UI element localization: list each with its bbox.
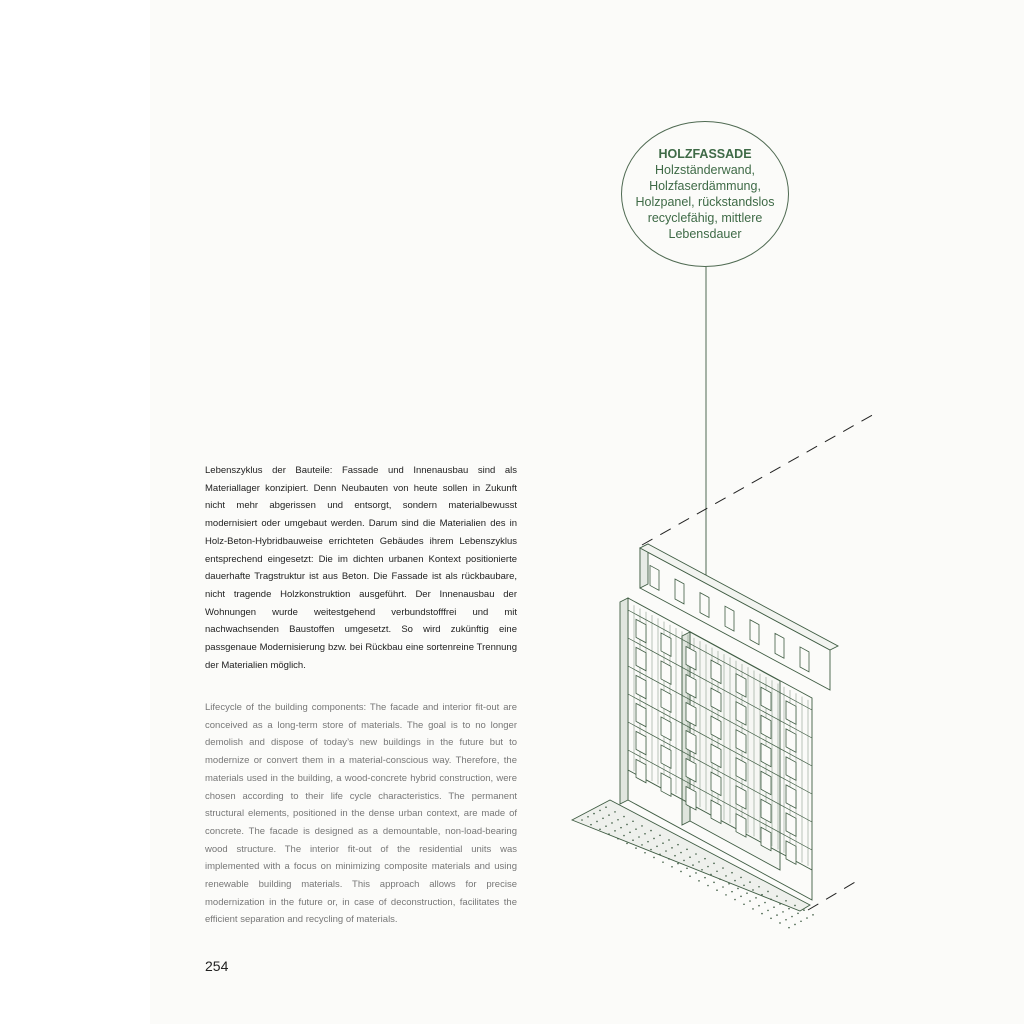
pavement-dot xyxy=(743,884,745,886)
pavement-dot xyxy=(683,860,685,862)
pavement-dot xyxy=(659,834,661,836)
pavement-dot xyxy=(638,836,640,838)
pavement-dot xyxy=(674,855,676,857)
pavement-dot xyxy=(752,889,754,891)
pavement-dot xyxy=(656,846,658,848)
pavement-dot xyxy=(662,861,664,863)
pavement-dot xyxy=(713,863,715,865)
pavement-dot xyxy=(698,861,700,863)
pavement-dot xyxy=(779,903,781,905)
pavement-dot xyxy=(686,849,688,851)
pavement-dot xyxy=(779,922,781,924)
pavement-dot xyxy=(686,867,688,869)
pavement-dot xyxy=(758,886,760,888)
german-paragraph: Lebenszyklus der Bauteile: Fassade und Innenausbau sind als Materiallager konzipiert. Denn Neubauten von heute sollen in Zukunft nicht mehr abgerissen und entsorgt, sondern materialbewusst modernisiert oder umgebaut werden. Darum sind die Materialien des in Holz-Beton-Hybridbauweise errichteten Gebäudes ihrem Lebenszyklus entsprechend eingesetzt: Die im dichten urbanen Kontext positionierte dauerhafte Tragstruktur ist aus Beton. Die Fassade ist als rückbaubare, nicht tragende Holzkonstruktion ausgeführt. Der Innenausbau der Wohnungen wurde weitestgehend verbundstofffrei und mit nachwachsenden Baustoffen umgesetzt. So wird zukünftig eine passgenaue Modernisierung bzw. bei Rückbau eine sortenreine Trennung der Materialien möglich. xyxy=(205,465,517,671)
pavement-dot xyxy=(716,889,718,891)
pavement-dot xyxy=(734,880,736,882)
pavement-dot xyxy=(632,839,634,841)
pavement-dot xyxy=(647,841,649,843)
pavement-dot xyxy=(599,810,601,812)
pavement-dot xyxy=(629,832,631,834)
pavement-dot xyxy=(614,811,616,813)
pavement-dot xyxy=(653,857,655,859)
pavement-dot xyxy=(719,878,721,880)
pavement-dot xyxy=(587,816,589,818)
pavement-dot xyxy=(722,886,724,888)
pavement-dot xyxy=(641,844,643,846)
pavement-dot xyxy=(608,833,610,835)
pavement-dot xyxy=(755,897,757,899)
pavement-dot xyxy=(734,899,736,901)
pavement-dot xyxy=(665,850,667,852)
attic-window xyxy=(750,620,759,645)
english-paragraph: Lifecycle of the building components: The facade and interior fit-out are conceived as a long-term store of materials. The goal is to no longer demolish and dispose of today’s new buildings in the future but to modernize or convert them in a material-conscious way. Therefore, the materials used in the building, a wood-concrete hybrid construction, were chosen according to their life cycle characteristics. The permanent structural elements, positioned in the dense urban context, are made of concrete. The facade is designed as a demountable, non-load-bearing wood structure. The interior fit-out of the residential units was implemented with a focus on minimizing composite materials and using renewable building materials. This approach allows for precise modernization in the future or, in case of deconstruction, facilitates the efficient separation and recycling of materials. xyxy=(205,702,517,926)
pavement-dot xyxy=(680,852,682,854)
pavement-dot xyxy=(590,824,592,826)
pavement-dot xyxy=(659,853,661,855)
pavement-dot xyxy=(626,824,628,826)
dashed-top-line xyxy=(642,413,876,545)
pavement-dot xyxy=(668,858,670,860)
pavement-dot xyxy=(617,819,619,821)
page-number: 254 xyxy=(205,958,229,974)
pavement-dot xyxy=(698,880,700,882)
pavement-dot xyxy=(602,817,604,819)
pavement-dot xyxy=(599,829,601,831)
attic-window xyxy=(700,593,709,618)
pavement-dot xyxy=(791,916,793,918)
pavement-dot xyxy=(731,891,733,893)
pavement-dot xyxy=(743,903,745,905)
pavement-dot xyxy=(788,908,790,910)
side-facade xyxy=(620,598,628,804)
pavement-dot xyxy=(767,891,769,893)
pavement-dot xyxy=(611,822,613,824)
pavement-dot xyxy=(701,869,703,871)
pavement-dot xyxy=(707,866,709,868)
pavement-dot xyxy=(764,902,766,904)
pavement-dot xyxy=(788,927,790,929)
pavement-dot xyxy=(653,838,655,840)
callout-holzfassade xyxy=(621,121,789,267)
pavement-dot xyxy=(794,905,796,907)
pavement-dot xyxy=(710,874,712,876)
pavement-dot xyxy=(635,847,637,849)
pavement-dot xyxy=(689,875,691,877)
callout-title: HOLZFASSADE xyxy=(658,147,752,161)
pavement-dot xyxy=(620,827,622,829)
pavement-dot xyxy=(707,885,709,887)
pavement-dot xyxy=(761,894,763,896)
pavement-dot xyxy=(749,881,751,883)
pavement-dot xyxy=(671,847,673,849)
pavement-dot xyxy=(650,830,652,832)
pavement-dot xyxy=(695,853,697,855)
pavement-dot xyxy=(770,917,772,919)
pavement-dot xyxy=(617,838,619,840)
pavement-dot xyxy=(797,913,799,915)
attic-window xyxy=(775,633,784,658)
pavement-dot xyxy=(773,906,775,908)
pavement-dot xyxy=(740,877,742,879)
pavement-dot xyxy=(644,852,646,854)
pavement-dot xyxy=(704,858,706,860)
pavement-dot xyxy=(635,828,637,830)
pavement-dot xyxy=(782,911,784,913)
pavement-dot xyxy=(644,833,646,835)
pavement-dot xyxy=(677,863,679,865)
pavement-dot xyxy=(623,835,625,837)
pavement-dot xyxy=(650,849,652,851)
pavement-dot xyxy=(776,914,778,916)
pavement-dot xyxy=(608,814,610,816)
pavement-dot xyxy=(581,819,583,821)
pavement-dot xyxy=(746,892,748,894)
callout-description: Holzständerwand, Holzfaserdämmung, Holzpanel, rückstandslos recyclefähig, mittlere Lebensdauer xyxy=(635,163,775,241)
pavement-dot xyxy=(752,908,754,910)
pavement-dot xyxy=(794,924,796,926)
pavement-dot xyxy=(758,905,760,907)
pavement-dot xyxy=(692,864,694,866)
pavement-dot xyxy=(704,877,706,879)
pavement-dot xyxy=(641,825,643,827)
pavement-dot xyxy=(767,910,769,912)
pavement-dot xyxy=(677,844,679,846)
pavement-dot xyxy=(605,825,607,827)
building xyxy=(572,544,838,928)
pavement-dot xyxy=(671,866,673,868)
pavement-dot xyxy=(632,820,634,822)
pavement-dot xyxy=(776,895,778,897)
pavement-dot xyxy=(662,842,664,844)
pavement-dot xyxy=(623,816,625,818)
pavement-dot xyxy=(689,856,691,858)
pavement-dot xyxy=(722,867,724,869)
dashed-bottom-line xyxy=(808,878,862,910)
pavement-dot xyxy=(596,821,598,823)
pavement-dot xyxy=(725,875,727,877)
pavement-dot xyxy=(713,882,715,884)
attic-window xyxy=(675,579,684,604)
pavement-dot xyxy=(668,839,670,841)
pavement-dot xyxy=(761,913,763,915)
attic-window xyxy=(800,647,809,672)
pavement-dot xyxy=(806,917,808,919)
pavement-dot xyxy=(716,870,718,872)
pavement-dot xyxy=(740,896,742,898)
pavement-dot xyxy=(785,919,787,921)
pavement-dot xyxy=(770,899,772,901)
attic-window xyxy=(650,565,659,590)
pavement-dot xyxy=(749,900,751,902)
pavement-dot xyxy=(680,871,682,873)
attic-window xyxy=(725,606,734,631)
pavement-dot xyxy=(737,888,739,890)
pavement-dot xyxy=(605,806,607,808)
pavement-dot xyxy=(614,830,616,832)
pavement-dot xyxy=(695,872,697,874)
pavement-dot xyxy=(593,813,595,815)
pavement-dot xyxy=(785,900,787,902)
pavement-dot xyxy=(725,894,727,896)
pavement-dot xyxy=(800,920,802,922)
pavement-dot xyxy=(728,883,730,885)
pavement-dot xyxy=(812,914,814,916)
pavement-dot xyxy=(803,909,805,911)
pavement-dot xyxy=(731,872,733,874)
pavement-dot xyxy=(626,843,628,845)
